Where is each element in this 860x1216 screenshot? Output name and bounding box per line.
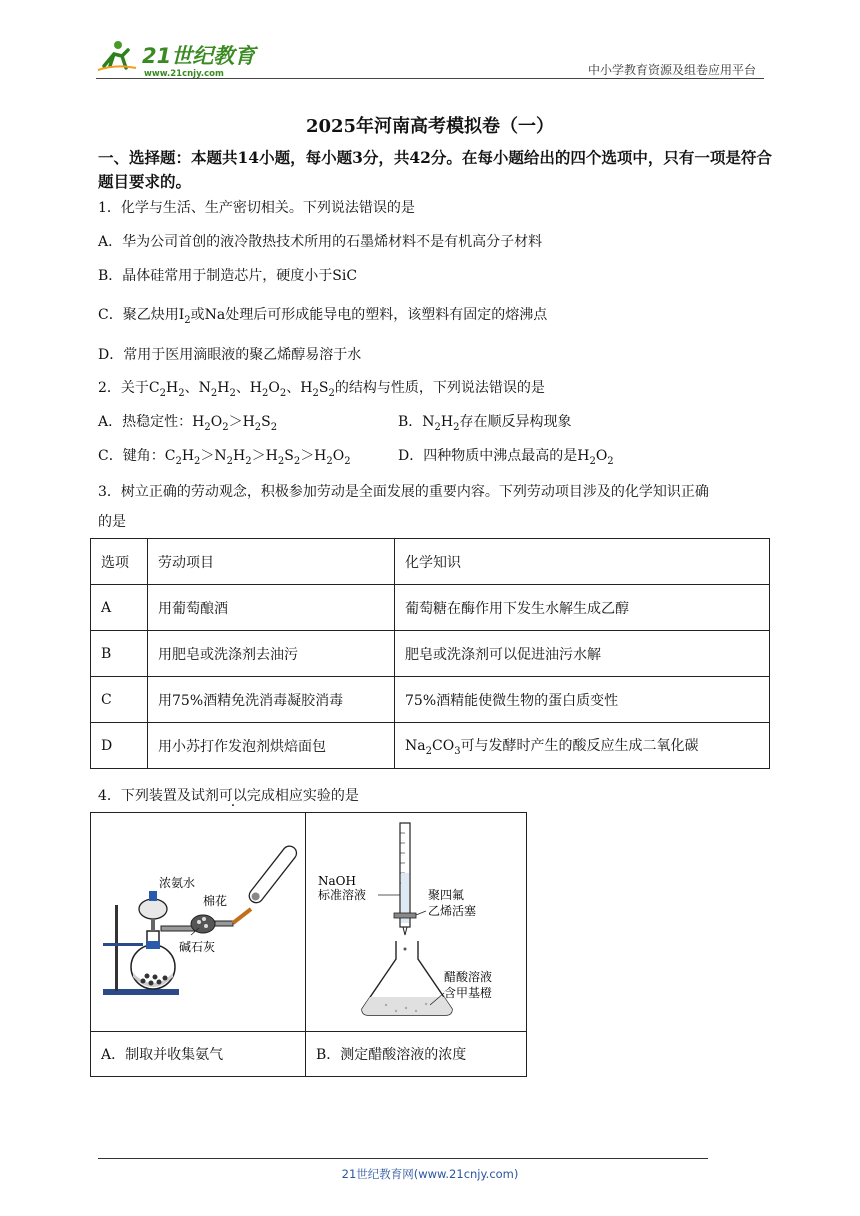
table-cell: 葡萄糖在酶作用下发生水解生成乙醇 bbox=[395, 585, 770, 631]
q2-option-d: D．四种物质中沸点最高的是$H_2O_2$ bbox=[398, 448, 614, 467]
table-cell: B bbox=[91, 631, 148, 677]
table-header-row bbox=[91, 539, 770, 585]
header-divider bbox=[96, 78, 764, 79]
q3-stem-line2: 的是 bbox=[98, 514, 126, 530]
header-platform-text: 中小学教育资源及组卷应用平台 bbox=[587, 63, 756, 77]
option-b-caption: B．测定醋酸溶液的浓度 bbox=[306, 1032, 527, 1077]
q1-option-a: A．华为公司首创的液冷散热技术所用的石墨烯材料不是有机高分子材料 bbox=[98, 234, 543, 250]
apparatus-b-diagram bbox=[306, 813, 526, 1027]
table-cell: C bbox=[91, 677, 148, 723]
label-conc-ammonia: 浓氨水 bbox=[159, 876, 196, 890]
footer-divider bbox=[98, 1158, 708, 1159]
table-header-cell: 选项 bbox=[91, 539, 148, 585]
site-logo bbox=[96, 36, 266, 80]
q4-table bbox=[90, 812, 527, 1077]
label-acetic-acid: 醋酸溶液 bbox=[444, 970, 493, 984]
table-cell: D bbox=[91, 723, 148, 769]
footer-text: 21世纪教育网(www.21cnjy.com) bbox=[341, 1167, 519, 1181]
table-cell: $Na_2CO_3$可与发酵时产生的酸反应生成二氧化碳 bbox=[395, 723, 770, 769]
q1-option-d: D．常用于医用滴眼液的聚乙烯醇易溶于水 bbox=[98, 347, 362, 363]
option-a-caption: A．制取并收集氨气 bbox=[91, 1032, 306, 1077]
table-cell: 用肥皂或洗涤剂去油污 bbox=[148, 631, 395, 677]
table-cell: 用葡萄酿酒 bbox=[148, 585, 395, 631]
runner-icon bbox=[98, 41, 136, 70]
table-cell: 75%酒精能使微生物的蛋白质变性 bbox=[395, 677, 770, 723]
apparatus-b-cell bbox=[306, 813, 527, 1032]
q4-stem: 4．下列装置及试剂可以完成相应实验的是 bbox=[98, 788, 359, 804]
table-header-cell: 化学知识 bbox=[395, 539, 770, 585]
table-cell: 肥皂或洗涤剂可以促进油污水解 bbox=[395, 631, 770, 677]
q1-stem: 1．化学与生活、生产密切相关。下列说法错误的是 bbox=[98, 200, 415, 216]
table-cell: 用小苏打作发泡剂烘焙面包 bbox=[148, 723, 395, 769]
table-header-cell: 劳动项目 bbox=[148, 539, 395, 585]
apparatus-a-cell bbox=[91, 813, 306, 1032]
label-cotton: 棉花 bbox=[203, 894, 228, 908]
q2-option-a: A．热稳定性：$H_2O_2>H_2S_2$ bbox=[98, 414, 278, 433]
label-methyl-orange: 含甲基橙 bbox=[444, 986, 493, 1000]
table-row bbox=[91, 631, 770, 677]
label-naoh: NaOH bbox=[318, 874, 356, 888]
table-cell: 用75%酒精免洗消毒凝胶消毒 bbox=[148, 677, 395, 723]
apparatus-a-diagram bbox=[91, 813, 305, 1027]
q2-stem: 2．关于$C_2H_2$、$N_2H_2$、$H_2O_2$、$H_2S_2$的结构与性质，下列说法错误的是 bbox=[98, 380, 545, 399]
logo-url: www.21cnjy.com bbox=[144, 69, 224, 79]
section-heading: 一、选择题：本题共14小题，每小题3分，共42分。在每小题给出的四个选项中，只有一项是符合题目要求的。 bbox=[98, 148, 772, 191]
label-soda-lime: 碱石灰 bbox=[179, 940, 216, 954]
q3-stem-line1: 3．树立正确的劳动观念，积极参加劳动是全面发展的重要内容。下列劳动项目涉及的化学知识正确 bbox=[98, 484, 709, 500]
page-title: 2025年河南高考模拟卷（一） bbox=[305, 116, 555, 137]
logo-text: 21世纪教育 bbox=[142, 44, 256, 68]
table-row bbox=[91, 585, 770, 631]
label-ptfe-2: 乙烯活塞 bbox=[428, 904, 477, 918]
q1-option-c: C．聚乙炔用$I_2$或Na处理后可形成能导电的塑料，该塑料有固定的熔沸点 bbox=[98, 307, 548, 326]
q1-option-b: B．晶体硅常用于制造芯片，硬度小于SiC bbox=[98, 268, 358, 284]
label-ptfe-1: 聚四氟 bbox=[428, 888, 465, 902]
q2-option-b: B．$N_2H_2$存在顺反异构现象 bbox=[398, 414, 572, 433]
label-standard-solution: 标准溶液 bbox=[318, 888, 367, 902]
table-row bbox=[91, 723, 770, 769]
q2-option-c: C．键角：$C_2H_2>N_2H_2>H_2S_2>H_2O_2$ bbox=[98, 448, 351, 467]
q3-table bbox=[90, 538, 770, 769]
table-cell: A bbox=[91, 585, 148, 631]
table-row bbox=[91, 677, 770, 723]
